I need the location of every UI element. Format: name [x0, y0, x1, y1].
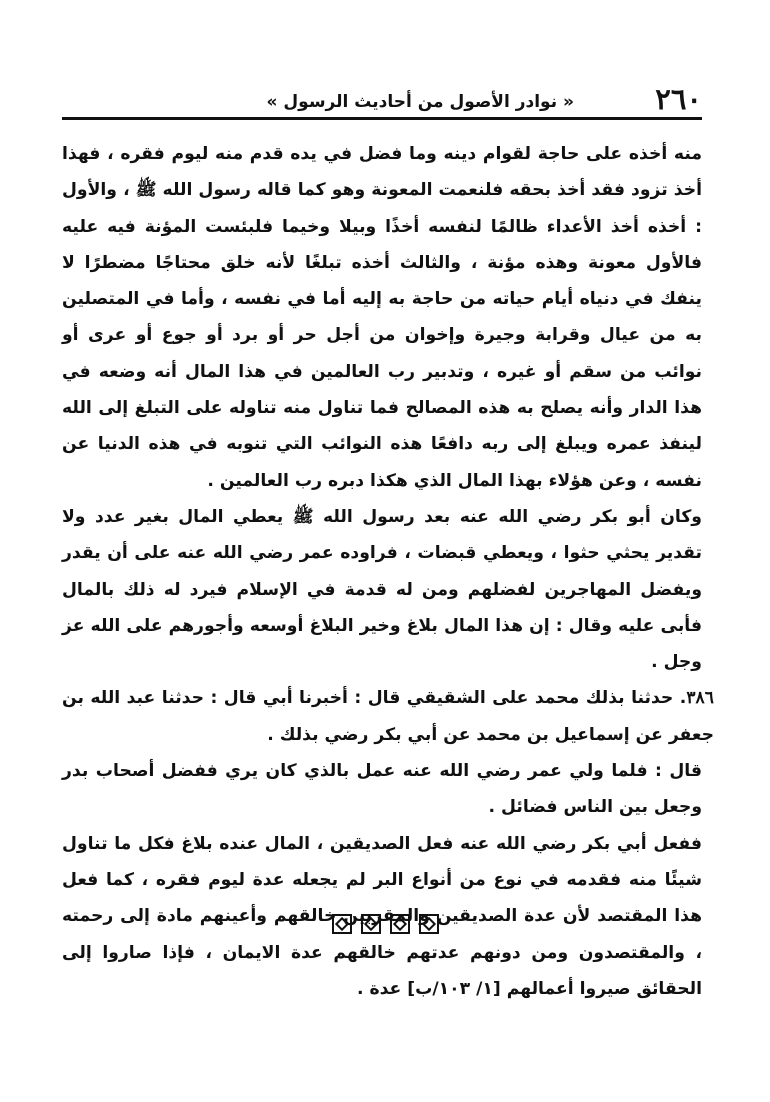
- ornament-icon: [390, 914, 410, 934]
- hadith-number: ٣٨٦: [686, 688, 715, 709]
- ornament-icon: [361, 914, 381, 934]
- hadith-chain: حدثنا بذلك محمد على الشقيقي قال : أخبرنا أبي قال : حدثنا عبد الله بن جعفر عن إسماعيل بن محمد عن أبي بكر رضي بذلك .: [62, 688, 714, 745]
- paragraph: منه أخذه على حاجة لقوام دينه وما فضل في يده قدم منه ليوم فقره ، فهذا أخذ تزود فقد أخذ بحقه فلنعمت المعونة وهو كما قاله رسول الله ﷺ ، والأول : أخذه أخذ الأعداء ظالمًا لنفسه أخذًا وبيلا وخيما فلبئست المؤنة فيه عليه فالأول معونة وهذه مؤنة ، والثالث أخذه تبلغًا لأنه خلق محتاجًا مضطرًا لا ينفك في دنياه أيام حياته من حاجة به إليه أما في نفسه ، وأما في المتصلين به من عيال وقرابة وجيرة وإخوان من أجل حر أو برد أو جوع أو عرى أو نوائب من سقم أو غيره ، وتدبير رب العالمين في هذا المال أنه وضعه في هذا الدار وأنه يصلح به هذه المصالح فما تناول منه تناوله على التبلغ إلى الله لينفذ عمره ويبلغ إلى ربه دافعًا هذه النوائب التي تنوبه في هذه الدنيا عن نفسه ، وعن هؤلاء بهذا المال الذي هكذا دبره رب العالمين .: [62, 144, 702, 491]
- ornament-icon: [419, 914, 439, 934]
- body-text: [62, 136, 715, 1007]
- header-rule: [62, 117, 702, 120]
- section-ornaments: [0, 914, 770, 944]
- hadith-paragraph: ٣٨٦. حدثنا بذلك محمد على الشقيقي قال : أخبرنا أبي قال : حدثنا عبد الله بن جعفر عن إسماعيل بن محمد عن أبي بكر رضي بذلك .: [62, 688, 715, 745]
- running-title: « نوادر الأصول من أحاديث الرسول »: [266, 92, 574, 112]
- page-header: [62, 84, 702, 120]
- paragraph: وكان أبو بكر رضي الله عنه بعد رسول الله ﷺ يعطي المال بغير عدد ولا تقدير يحثي حثوا ، ويعطي قبضات ، فراوده عمر رضي الله عنه على أن يقدر ويفضل المهاجرين لفضلهم ومن له قدمة في الإسلام فيرد له ذلك بالمال فأبى عليه وقال : إن هذا المال بلاغ وخير البلاغ أوسعه وأجورهم على الله عز وجل .: [62, 506, 702, 673]
- page-number: ٢٦٠: [655, 82, 702, 116]
- paragraph: قال : فلما ولي عمر رضي الله عنه عمل بالذي كان يري ففضل أصحاب بدر وجعل بين الناس فضائل .: [62, 761, 702, 818]
- ornament-icon: [332, 914, 352, 934]
- paragraph: ففعل أبي بكر رضي الله عنه فعل الصديقين ، المال عنده بلاغ فكل ما تناول شيئًا منه فقدمه في نوع من أنواع البر لم يجعله عدة ليوم فقره ، كما فعل هذا المقتصد لأن عدة الصديقين والمقربين خالقهم وأعينهم مادة إلى رحمته ، والمقتصدون ومن دونهم عدتهم خالقهم عدة الايمان ، فإذا صاروا إلى الحقائق صيروا أعمالهم [١/ ١٠٣/ب] عدة .: [62, 833, 702, 999]
